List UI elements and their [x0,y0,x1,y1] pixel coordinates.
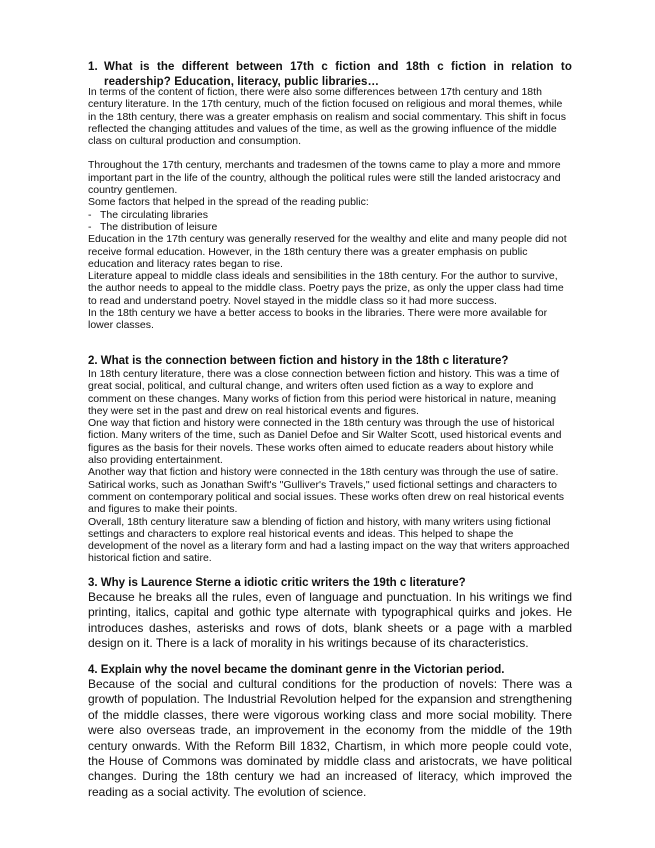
question-1-number: 1. [88,61,98,73]
bullet-item [88,209,572,221]
bullet-item [88,221,572,233]
q4-paragraph-1: Because of the social and cultural conditions for the production of novels: There was a growth of population. The Industrial Revolution helped for the expansion and strengthening of the middle classes, there were vigorous working class and more social mobility. There were also overseas trade, an improvement in the economy from the middle of the 19th century onwards. With the Reform Bill 1832, Chartism, in which more people could vote, the House of Commons was dominated by middle class and aristocrats, we have political changes. During the 18th century we had an increased of literacy, which improved the reading as a social activity. The evolution of science. [88,677,572,799]
q2-paragraph-1: In 18th century literature, there was a close connection between fiction and history. This was a time of great social, political, and cultural change, and writers often used fiction as a way to explore and comment on these changes. Many works of fiction from this period were historical in nature, meaning they were set in the past and drew on real historical events and figures. [88,368,560,417]
q2-paragraph-3: Another way that fiction and history were connected in the 18th century was through the use of satire. Satirical works, such as Jonathan Swift's "Gulliver's Travels," used fictional settings and characters to comment on contemporary political and social issues. These works often drew on real historical events and figures to make their points. [88,466,565,516]
question-2-title: 2. What is the connection between fiction and history in the 18th c literature? [88,355,509,367]
q1-paragraph-3: Education in the 17th century was generally reserved for the wealthy and elite and many people did not receive formal education. However, in the 18th century there was a greater emphasis on public education and literacy rates began to rise. [88,233,567,270]
dash-marker: - [88,208,92,221]
bullet-text: The circulating libraries [100,208,208,221]
question-4-section [88,663,572,800]
question-1-title: What is the different between 17th c fiction and 18th c fiction in relation to readership? Education, literacy, public libraries… [104,61,572,88]
q1-factors-intro: Some factors that helped in the spread of the reading public: [88,196,369,209]
q2-paragraph-4: Overall, 18th century literature saw a blending of fiction and history, with many writers using fictional settings and characters to explore real historical events and ideas. This helped to shape the development of the novel as a literary form and had a lasting impact on the way that writers approached historical fiction and satire. [88,515,570,565]
q2-paragraph-2: One way that fiction and history were connected in the 18th century was through the use of historical fiction. Many writers of the time, such as Daniel Defoe and Sir Walter Scott, used historical events and figures as the basis for their novels. These works often aimed to educate readers about history while also providing entertainment. [88,417,562,467]
question-3-title: 3. Why is Laurence Sterne a idiotic critic writers the 19th c literature? [88,577,466,589]
bullet-text: The distribution of leisure [100,220,218,233]
question-1-heading [88,60,572,89]
dash-marker: - [88,220,92,233]
q1-paragraph-4: Literature appeal to middle class ideals and sensibilities in the 18th century. For the author to survive, the author needs to appeal to the middle class. Poetry pays the prize, as only the upper class had time to read and understand poetry. Novel stayed in the middle class so it had more success. [88,270,564,307]
question-3-section [88,576,572,652]
q1-paragraph-5: In the 18th century we have a better access to books in the libraries. There were more available for lower classes. [88,307,548,332]
question-4-title: 4. Explain why the novel became the dominant genre in the Victorian period. [88,664,505,676]
q1-paragraph-2: Throughout the 17th century, merchants and tradesmen of the towns came to play a more and mmore important part in the life of the country, although the political rules were still the landed aristocracy and country gentlemen. [88,159,561,197]
question-1-answer [88,86,572,332]
q3-paragraph-1: Because he breaks all the rules, even of language and punctuation. In his writings we find printing, italics, capital and gothic type alternate with typographical quirks and jokes. He introduces dashes, asterisks and rows of dots, blank sheets or a page with a marbled design on it. There is a lack of morality in his writings because of its characteristics. [88,590,572,651]
question-2-section [88,354,572,565]
q1-paragraph-1: In terms of the content of fiction, there were also some differences between 17th century and 18th century literature. In the 17th century, much of the fiction focused on religious and moral themes, while in the 18th century, there was a greater emphasis on realism and social commentary. This shift in focus reflected the changing attitudes and values of the time, as well as the growing influence of the middle class on cultural production and consumption. [88,86,566,148]
